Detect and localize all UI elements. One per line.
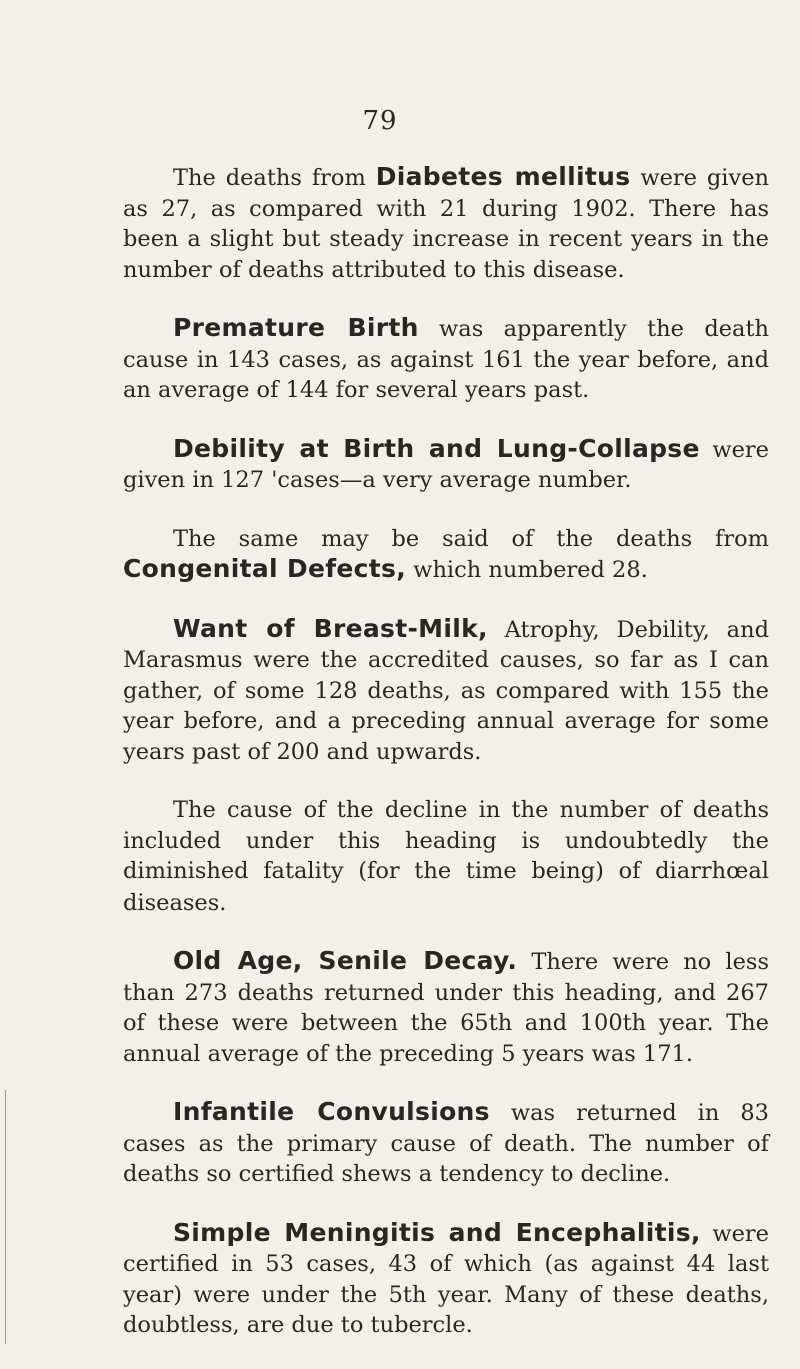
paragraph-text: The deaths from [173,165,376,191]
paragraph-text: was apparently the death cause in 143 cases, as against 161 the year before, and an average of 144 for several years past. [123,316,770,403]
paragraph-heading: Simple Meningitis and Encephalitis, [173,1217,701,1247]
paragraph-heading: Debility at Birth and Lung-Collapse [173,433,700,463]
paragraph-heading: Want of Breast-Milk, [173,613,488,643]
paragraph-old-age [123,946,769,1069]
paragraph-text: was returned in 83 cases as the primary cause of death. The number of deaths so certified shews a tendency to decline. [123,1100,769,1187]
paragraph-heading: Congenital Defects, [123,554,407,583]
paragraph-text: were certified in 53 cases, 43 of which (as against 44 last year) were under the 5th year. Many of these deaths, doubtless, are due to tubercle. [123,1220,769,1338]
body-text [123,162,769,1369]
paragraph-debility-at-birth [123,434,769,496]
paragraph-text: were given as 27, as compared with 21 during 1902. There has been a slight but steady increase in recent years in the number of deaths attributed to this disease. [123,165,769,283]
paragraph-heading: Diabetes mellitus [375,162,631,191]
paragraph-text: were given in 127 'cases—a very average number. [123,436,769,493]
paragraph-infantile-convulsions [123,1097,769,1190]
paragraph-diabetes [123,162,769,285]
paragraph-text: The same may be said of the deaths from [173,525,769,552]
paragraph-want-of-breast-milk [123,614,769,768]
page-number: 79 [362,106,398,136]
paragraph-heading: Premature Birth [173,313,419,342]
paragraph-premature-birth [123,313,769,406]
paragraph-heading: Old Age, Senile Decay. [173,946,518,975]
paragraph-congenital-defects [123,524,769,586]
paragraph-decline-cause [123,795,769,918]
page-edge-line [5,1090,6,1344]
paragraph-meningitis [123,1218,769,1341]
paragraph-text: which numbered 28. [406,557,648,583]
paragraph-text: Atrophy, Debility, and Marasmus were the accredited causes, so far as I can gather, of some 128 deaths, as compared with 155 the year before, and a preceding annual average for some years past of 200 and upwards. [123,616,769,765]
paragraph-text: The cause of the decline in the number of deaths included under this heading is undoubtedly the diminished fatality (for the time being) of diarrhœal diseases. [123,797,769,916]
paragraph-heading: Infantile Convulsions [173,1097,490,1126]
paragraph-text: There were no less than 273 deaths returned under this heading, and 267 of these were between the 65th and 100th year. The annual average of the preceding 5 years was 171. [123,949,769,1067]
